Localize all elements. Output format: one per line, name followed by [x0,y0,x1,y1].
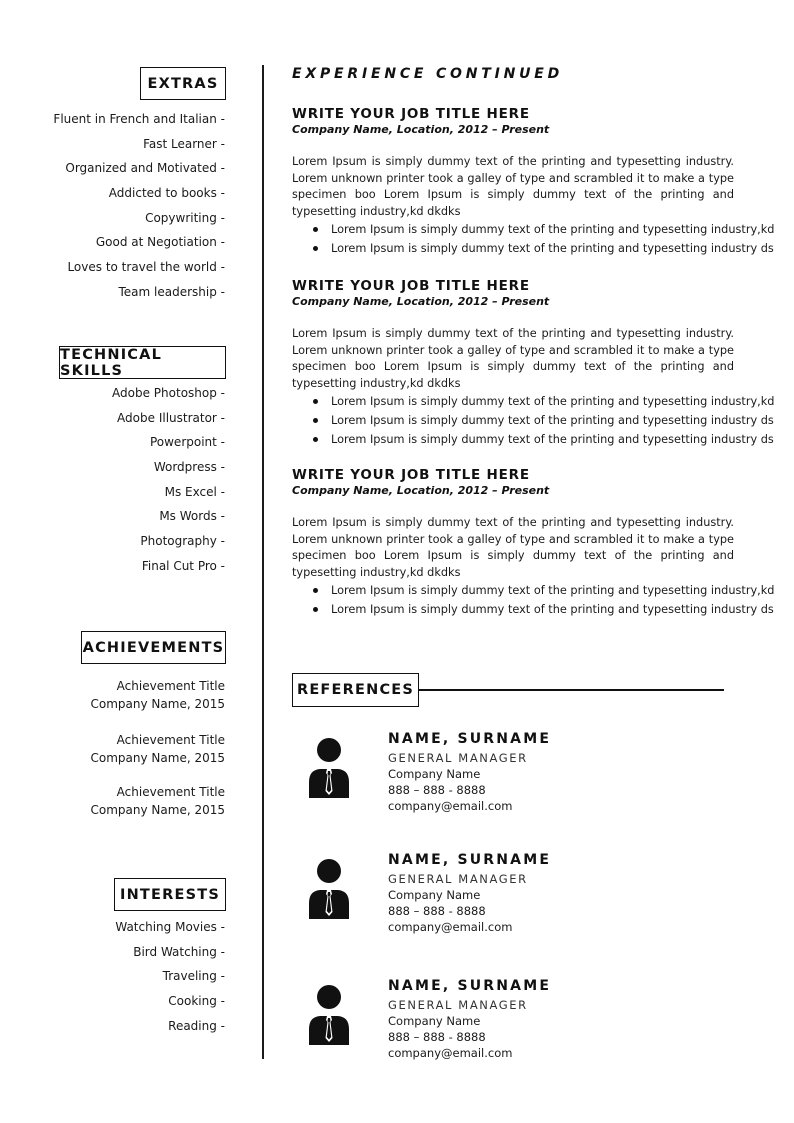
interest-item: Bird Watching - [133,944,225,959]
bullet-icon [313,437,318,442]
reference-info [388,851,551,935]
achievement-entry [91,783,225,819]
reference-position: GENERAL MANAGER [388,872,528,886]
bullet-icon [313,227,318,232]
references-rule [419,689,724,691]
extras-heading: EXTRAS [140,67,226,100]
job-entry [292,278,775,449]
reference-name: NAME, SURNAME [388,731,552,747]
interest-item: Watching Movies - [115,920,225,934]
achievement-company: Company Name, 2015 [90,697,225,711]
reference-name: NAME, SURNAME [388,978,552,994]
reference-card [292,977,712,1067]
extras-item: Good at Negotiation - [95,235,225,250]
skill-item: Photography - [140,534,225,549]
extras-item: Team leadership - [118,284,225,299]
skill-item: Ms Excel - [164,484,225,499]
extras-item: Addicted to books - [108,186,225,201]
bullet-icon [313,607,318,612]
bullet-icon [313,588,318,593]
achievement-title: Achievement Title [116,733,225,747]
job-bullet: Lorem Ipsum is simply dummy text of the printing and typesetting industry ds [292,600,734,619]
interest-item: Traveling - [162,969,225,984]
reference-phone: 888 – 888 - 8888 [388,904,486,918]
reference-company: Company Name [388,888,481,902]
interests-list [115,920,225,1043]
technical-skills-list [112,386,225,584]
reference-info [388,730,551,814]
extras-item: Fluent in French and Italian - [53,112,225,126]
job-bullets [292,220,775,258]
achievement-title: Achievement Title [116,785,225,799]
column-divider [262,65,264,1059]
interests-heading: INTERESTS [114,878,226,911]
achievement-entry [91,677,225,713]
technical-skills-heading: TECHNICAL SKILLS [59,346,226,379]
skill-item: Adobe Photoshop - [112,386,225,400]
skill-item: Ms Words - [159,509,225,524]
person-tie-icon [306,985,352,1045]
bullet-icon [313,399,318,404]
job-entry [292,106,775,258]
extras-item: Copywriting - [145,210,225,225]
reference-phone: 888 – 888 - 8888 [388,783,486,797]
person-tie-icon [306,859,352,919]
job-bullet: Lorem Ipsum is simply dummy text of the printing and typesetting industry,kd [292,581,734,600]
reference-email: company@email.com [388,920,513,934]
job-bullets [292,581,775,619]
job-bullet: Lorem Ipsum is simply dummy text of the printing and typesetting industry ds [292,239,734,258]
job-company: Company Name, Location, 2012 – Present [292,484,550,497]
job-bullet: Lorem Ipsum is simply dummy text of the printing and typesetting industry ds [292,430,734,449]
extras-item: Organized and Motivated - [65,161,225,176]
achievement-title: Achievement Title [116,679,225,693]
job-description: Lorem Ipsum is simply dummy text of the printing and typesetting industry. Lorem unknown printer took a galley of type and scrambled it to make a type specimen boo Lorem Ipsum is simply dummy text of the printing and typesetting industry,kd dkdks [292,516,734,579]
reference-card [292,730,712,820]
reference-card [292,851,712,941]
job-title: WRITE YOUR JOB TITLE HERE [292,278,530,294]
skill-item: Powerpoint - [149,435,225,450]
achievement-company: Company Name, 2015 [90,803,225,817]
person-tie-icon [306,738,352,798]
extras-item: Loves to travel the world - [67,260,225,275]
reference-email: company@email.com [388,1046,513,1060]
job-company: Company Name, Location, 2012 – Present [292,123,550,136]
skill-item: Final Cut Pro - [141,558,225,573]
skill-item: Wordpress - [153,460,225,475]
job-bullet: Lorem Ipsum is simply dummy text of the printing and typesetting industry ds [292,411,734,430]
achievement-entry [91,731,225,767]
job-bullets [292,392,775,449]
reference-position: GENERAL MANAGER [388,751,528,765]
achievements-heading: ACHIEVEMENTS [81,631,226,664]
job-description: Lorem Ipsum is simply dummy text of the printing and typesetting industry. Lorem unknown printer took a galley of type and scrambled it to make a type specimen boo Lorem Ipsum is simply dummy text of the printing and typesetting industry,kd dkdks [292,155,734,218]
references-heading: REFERENCES [292,673,419,707]
job-bullet: Lorem Ipsum is simply dummy text of the printing and typesetting industry,kd [292,220,734,239]
reference-email: company@email.com [388,799,513,813]
interest-item: Reading - [168,1018,225,1033]
reference-company: Company Name [388,767,481,781]
extras-list [53,112,225,310]
achievement-company: Company Name, 2015 [90,751,225,765]
reference-info [388,977,551,1061]
job-entry [292,467,775,619]
reference-phone: 888 – 888 - 8888 [388,1030,486,1044]
experience-heading: EXPERIENCE CONTINUED [292,66,564,82]
job-description: Lorem Ipsum is simply dummy text of the printing and typesetting industry. Lorem unknown printer took a galley of type and scrambled it to make a type specimen boo Lorem Ipsum is simply dummy text of the printing and typesetting industry,kd dkdks [292,327,734,390]
skill-item: Adobe Illustrator - [117,410,225,425]
reference-company: Company Name [388,1014,481,1028]
bullet-icon [313,418,318,423]
reference-name: NAME, SURNAME [388,852,552,868]
interest-item: Cooking - [168,994,225,1009]
bullet-icon [313,246,318,251]
job-title: WRITE YOUR JOB TITLE HERE [292,467,530,483]
job-company: Company Name, Location, 2012 – Present [292,295,550,308]
job-bullet: Lorem Ipsum is simply dummy text of the printing and typesetting industry,kd [292,392,734,411]
extras-item: Fast Learner - [143,136,225,151]
job-title: WRITE YOUR JOB TITLE HERE [292,106,530,122]
reference-position: GENERAL MANAGER [388,998,528,1012]
